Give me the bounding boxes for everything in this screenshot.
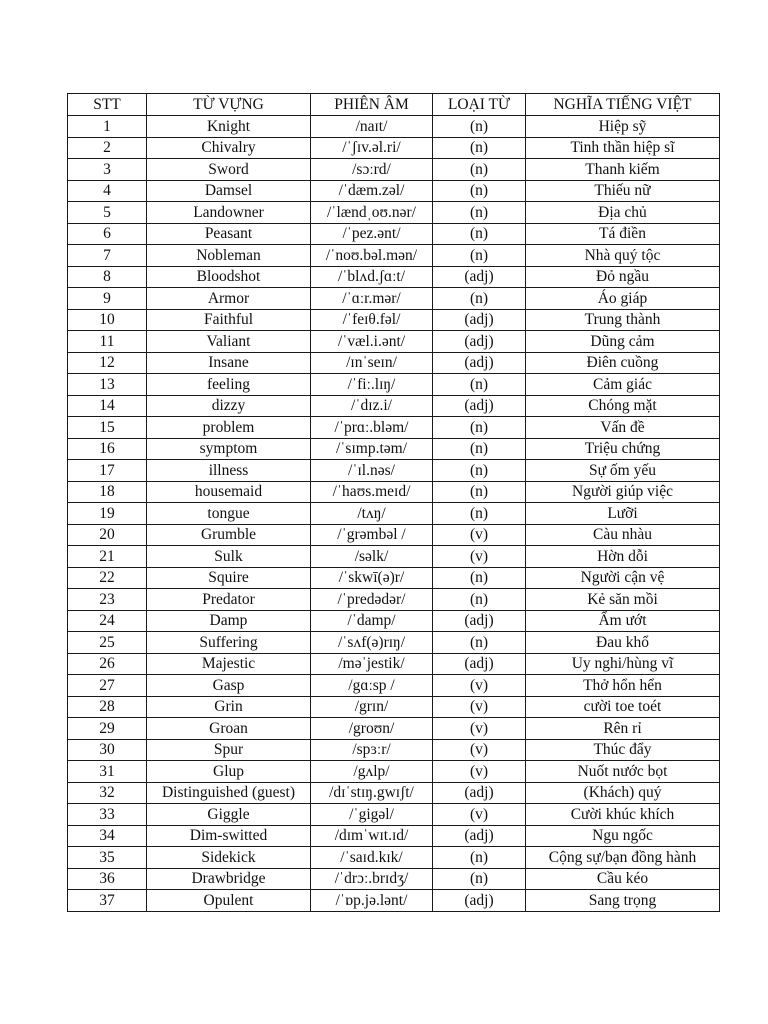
cell-word: Bloodshot [147,266,311,288]
cell-word-type: (n) [433,288,526,310]
cell-pronunciation: /ˈdɪz.i/ [311,395,433,417]
cell-meaning: Chóng mặt [526,395,720,417]
cell-pronunciation: /dɪˈstɪŋ.gwɪʃt/ [311,782,433,804]
cell-meaning: Địa chủ [526,202,720,224]
cell-meaning: Đỏ ngầu [526,266,720,288]
cell-pronunciation: /ˈsʌf(ə)rɪŋ/ [311,632,433,654]
cell-word-type: (n) [433,438,526,460]
table-row [68,481,720,503]
cell-pronunciation: /grɪn/ [311,696,433,718]
cell-word: Gasp [147,675,311,697]
table-row [68,739,720,761]
cell-pronunciation: /ˈdrɔː.brɪdʒ/ [311,868,433,890]
table-row [68,567,720,589]
cell-word: Opulent [147,890,311,912]
cell-word: Sulk [147,546,311,568]
cell-word: Peasant [147,223,311,245]
cell-word-type: (v) [433,696,526,718]
cell-word-type: (n) [433,245,526,267]
cell-word-type: (adj) [433,890,526,912]
table-row [68,610,720,632]
cell-word-type: (n) [433,137,526,159]
cell-word: Knight [147,116,311,138]
table-row [68,847,720,869]
cell-word: Giggle [147,804,311,826]
cell-word-type: (n) [433,159,526,181]
cell-stt: 14 [68,395,147,417]
cell-stt: 23 [68,589,147,611]
cell-meaning: cười toe toét [526,696,720,718]
cell-word-type: (n) [433,417,526,439]
cell-stt: 36 [68,868,147,890]
cell-pronunciation: /ˈblʌd.ʃɑːt/ [311,266,433,288]
cell-pronunciation: /ˈgrəmbəl / [311,524,433,546]
cell-meaning: Tinh thần hiệp sĩ [526,137,720,159]
cell-word-type: (adj) [433,352,526,374]
cell-word: housemaid [147,481,311,503]
cell-pronunciation: /naɪt/ [311,116,433,138]
cell-stt: 9 [68,288,147,310]
cell-word: Sword [147,159,311,181]
cell-stt: 7 [68,245,147,267]
cell-pronunciation: /spɜːr/ [311,739,433,761]
cell-stt: 25 [68,632,147,654]
cell-pronunciation: /gɑːsp / [311,675,433,697]
cell-meaning: Điên cuồng [526,352,720,374]
table-row [68,825,720,847]
cell-pronunciation: /ˈɒp.jə.lənt/ [311,890,433,912]
table-row [68,438,720,460]
table-row [68,653,720,675]
table-row [68,116,720,138]
table-row [68,460,720,482]
cell-pronunciation: /ˈsɪmp.təm/ [311,438,433,460]
cell-word: Faithful [147,309,311,331]
table-row [68,374,720,396]
cell-meaning: Hờn dỗi [526,546,720,568]
cell-meaning: Càu nhàu [526,524,720,546]
table-row [68,868,720,890]
cell-word-type: (adj) [433,331,526,353]
table-header-row [68,94,720,116]
table-row [68,804,720,826]
vocabulary-table [67,93,720,912]
cell-stt: 20 [68,524,147,546]
cell-word-type: (adj) [433,653,526,675]
cell-word-type: (adj) [433,266,526,288]
cell-word: Spur [147,739,311,761]
cell-stt: 15 [68,417,147,439]
table-row [68,589,720,611]
cell-meaning: Uy nghi/hùng vĩ [526,653,720,675]
cell-meaning: Áo giáp [526,288,720,310]
cell-meaning: Ngu ngốc [526,825,720,847]
cell-meaning: Cảm giác [526,374,720,396]
cell-word: Suffering [147,632,311,654]
cell-pronunciation: /sɔːrd/ [311,159,433,181]
cell-pronunciation: /ˈhaʊs.meɪd/ [311,481,433,503]
cell-pronunciation: /ˈɪl.nəs/ [311,460,433,482]
table-row [68,159,720,181]
cell-pronunciation: /ˈnoʊ.bəl.mən/ [311,245,433,267]
cell-word-type: (v) [433,718,526,740]
cell-stt: 35 [68,847,147,869]
cell-meaning: Lưỡi [526,503,720,525]
cell-stt: 16 [68,438,147,460]
cell-stt: 31 [68,761,147,783]
cell-stt: 12 [68,352,147,374]
cell-word-type: (n) [433,374,526,396]
cell-pronunciation: /ˈvæl.i.ənt/ [311,331,433,353]
cell-word-type: (n) [433,503,526,525]
cell-meaning: Tá điền [526,223,720,245]
cell-stt: 10 [68,309,147,331]
cell-word: Glup [147,761,311,783]
table-body [68,116,720,912]
cell-word-type: (adj) [433,782,526,804]
cell-pronunciation: /groʊn/ [311,718,433,740]
cell-meaning: Vấn đề [526,417,720,439]
cell-stt: 21 [68,546,147,568]
table-row [68,352,720,374]
cell-word-type: (v) [433,804,526,826]
table-row [68,180,720,202]
cell-meaning: (Khách) quý [526,782,720,804]
cell-stt: 28 [68,696,147,718]
cell-word: Chivalry [147,137,311,159]
cell-pronunciation: /dɪmˈwɪt.ɪd/ [311,825,433,847]
table-row [68,890,720,912]
cell-word-type: (v) [433,739,526,761]
cell-stt: 30 [68,739,147,761]
cell-stt: 32 [68,782,147,804]
cell-meaning: Người cận vệ [526,567,720,589]
cell-meaning: Cười khúc khích [526,804,720,826]
cell-stt: 13 [68,374,147,396]
cell-stt: 2 [68,137,147,159]
cell-pronunciation: /məˈjestik/ [311,653,433,675]
cell-stt: 33 [68,804,147,826]
cell-meaning: Sự ốm yếu [526,460,720,482]
table-row [68,718,720,740]
cell-pronunciation: /ˈprɑː.bləm/ [311,417,433,439]
cell-pronunciation: /ˈɑːr.mər/ [311,288,433,310]
header-vietnamese-meaning: NGHĨA TIẾNG VIỆT [526,94,720,116]
cell-stt: 18 [68,481,147,503]
table-row [68,524,720,546]
cell-meaning: Cộng sự/bạn đồng hành [526,847,720,869]
cell-stt: 4 [68,180,147,202]
table-row [68,782,720,804]
cell-word: Armor [147,288,311,310]
cell-word-type: (n) [433,180,526,202]
cell-word-type: (n) [433,481,526,503]
table-row [68,309,720,331]
cell-word: Drawbridge [147,868,311,890]
table-row [68,223,720,245]
cell-word: dizzy [147,395,311,417]
cell-word-type: (v) [433,524,526,546]
cell-word-type: (v) [433,546,526,568]
cell-word-type: (v) [433,761,526,783]
cell-pronunciation: /gʌlp/ [311,761,433,783]
cell-stt: 5 [68,202,147,224]
cell-word: Majestic [147,653,311,675]
cell-word-type: (adj) [433,610,526,632]
header-pronunciation: PHIÊN ÂM [311,94,433,116]
cell-word-type: (n) [433,460,526,482]
cell-pronunciation: /ˈfeɪθ.fəl/ [311,309,433,331]
cell-stt: 37 [68,890,147,912]
cell-pronunciation: /ˈsaɪd.kɪk/ [311,847,433,869]
cell-word-type: (n) [433,589,526,611]
cell-stt: 22 [68,567,147,589]
cell-word-type: (n) [433,632,526,654]
cell-meaning: Triệu chứng [526,438,720,460]
cell-meaning: Trung thành [526,309,720,331]
cell-stt: 27 [68,675,147,697]
table-row [68,632,720,654]
cell-stt: 29 [68,718,147,740]
table-row [68,696,720,718]
table-row [68,675,720,697]
cell-stt: 17 [68,460,147,482]
cell-word: problem [147,417,311,439]
cell-word: Squire [147,567,311,589]
header-word-type: LOẠI TỪ [433,94,526,116]
cell-word-type: (v) [433,675,526,697]
cell-meaning: Sang trọng [526,890,720,912]
table-row [68,395,720,417]
cell-stt: 19 [68,503,147,525]
cell-word: Damp [147,610,311,632]
cell-pronunciation: /ˈfiː.lɪŋ/ [311,374,433,396]
cell-meaning: Thiếu nữ [526,180,720,202]
cell-stt: 8 [68,266,147,288]
cell-word: tongue [147,503,311,525]
table-row [68,546,720,568]
cell-stt: 26 [68,653,147,675]
cell-word: illness [147,460,311,482]
cell-stt: 24 [68,610,147,632]
cell-meaning: Thanh kiếm [526,159,720,181]
cell-meaning: Thúc đẩy [526,739,720,761]
cell-meaning: Cầu kéo [526,868,720,890]
cell-meaning: Người giúp việc [526,481,720,503]
cell-word-type: (n) [433,567,526,589]
cell-word: Landowner [147,202,311,224]
cell-word: Insane [147,352,311,374]
header-word: TỪ VỰNG [147,94,311,116]
table-row [68,417,720,439]
table-row [68,245,720,267]
cell-word-type: (n) [433,868,526,890]
cell-pronunciation: /ˈgigəl/ [311,804,433,826]
cell-pronunciation: /ˈpredədər/ [311,589,433,611]
cell-word: Grumble [147,524,311,546]
cell-pronunciation: /tʌŋ/ [311,503,433,525]
cell-stt: 3 [68,159,147,181]
cell-stt: 11 [68,331,147,353]
table-row [68,331,720,353]
cell-meaning: Rên rỉ [526,718,720,740]
cell-pronunciation: /ˈʃɪv.əl.ri/ [311,137,433,159]
cell-meaning: Dũng cảm [526,331,720,353]
cell-pronunciation: /ˈlændˌoʊ.nər/ [311,202,433,224]
cell-word-type: (n) [433,223,526,245]
cell-meaning: Ẩm ướt [526,610,720,632]
cell-word: Nobleman [147,245,311,267]
cell-word-type: (adj) [433,309,526,331]
cell-word: Dim-switted [147,825,311,847]
header-stt: STT [68,94,147,116]
cell-word: Distinguished (guest) [147,782,311,804]
cell-pronunciation: /ˈdamp/ [311,610,433,632]
table-row [68,137,720,159]
cell-pronunciation: /ˈskwī(ə)r/ [311,567,433,589]
table-row [68,266,720,288]
cell-stt: 34 [68,825,147,847]
cell-pronunciation: /ɪnˈseɪn/ [311,352,433,374]
cell-word-type: (n) [433,202,526,224]
cell-word-type: (adj) [433,825,526,847]
cell-meaning: Kẻ săn mồi [526,589,720,611]
cell-meaning: Đau khổ [526,632,720,654]
cell-pronunciation: /ˈdæm.zəl/ [311,180,433,202]
cell-word-type: (n) [433,847,526,869]
cell-word-type: (n) [433,116,526,138]
cell-pronunciation: /ˈpez.ənt/ [311,223,433,245]
table-row [68,288,720,310]
cell-word: feeling [147,374,311,396]
cell-word: Grin [147,696,311,718]
cell-meaning: Thở hổn hển [526,675,720,697]
cell-meaning: Nuốt nước bọt [526,761,720,783]
cell-meaning: Nhà quý tộc [526,245,720,267]
table-row [68,761,720,783]
cell-stt: 6 [68,223,147,245]
cell-word: Valiant [147,331,311,353]
cell-stt: 1 [68,116,147,138]
cell-word: Groan [147,718,311,740]
cell-word-type: (adj) [433,395,526,417]
table-row [68,202,720,224]
cell-word: Predator [147,589,311,611]
cell-word: Damsel [147,180,311,202]
cell-word: Sidekick [147,847,311,869]
cell-meaning: Hiệp sỹ [526,116,720,138]
cell-word: symptom [147,438,311,460]
cell-pronunciation: /səlk/ [311,546,433,568]
table-row [68,503,720,525]
